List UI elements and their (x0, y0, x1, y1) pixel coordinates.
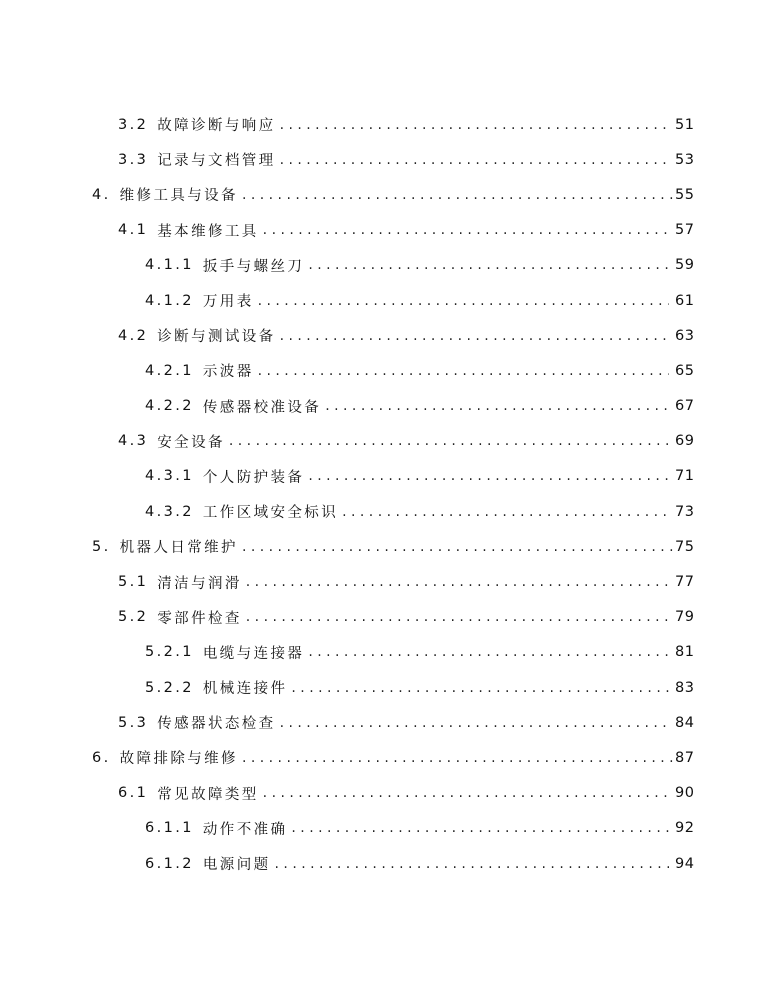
toc-entry[interactable] (0, 248, 765, 283)
toc-entry-number: 5. (92, 538, 111, 555)
toc-dot-leader (229, 433, 669, 449)
toc-entry-number: 5.2.1 (145, 644, 194, 661)
toc-entry[interactable] (0, 705, 765, 740)
toc-entry-title: 记录与文档管理 (157, 153, 276, 170)
toc-entry-page: 87 (675, 749, 695, 766)
toc-dot-leader (246, 609, 669, 625)
toc-entry-page: 57 (675, 222, 695, 239)
toc-entry-title: 常见故障类型 (157, 786, 259, 803)
toc-dot-leader (308, 257, 669, 273)
toc-entry[interactable] (0, 318, 765, 353)
toc-entry[interactable] (0, 283, 765, 318)
toc-entry-number: 5.1 (118, 574, 149, 591)
toc-entry-number: 3.3 (118, 151, 149, 168)
toc-entry[interactable] (0, 776, 765, 811)
toc-entry-page: 69 (675, 433, 695, 450)
toc-entry[interactable] (0, 213, 765, 248)
toc-dot-leader (242, 187, 673, 203)
toc-dot-leader (280, 715, 669, 731)
toc-entry-number: 6. (92, 749, 111, 766)
toc-entry-number: 4. (92, 186, 111, 203)
toc-dot-leader (325, 398, 669, 414)
toc-entry[interactable] (0, 107, 765, 142)
table-of-contents (0, 107, 765, 881)
toc-entry-title: 扳手与螺丝刀 (202, 258, 305, 275)
toc-entry-title: 电源问题 (202, 857, 271, 874)
toc-entry-page: 71 (675, 468, 695, 485)
toc-entry-title: 传感器状态检查 (157, 716, 276, 733)
toc-entry-number: 4.3 (118, 433, 149, 450)
toc-entry-page: 84 (675, 714, 695, 731)
toc-entry-title: 示波器 (202, 364, 254, 381)
toc-entry-page: 79 (675, 609, 695, 626)
toc-entry-number: 4.2.2 (145, 398, 194, 415)
toc-dot-leader (263, 785, 669, 801)
toc-entry[interactable] (0, 424, 765, 459)
toc-entry[interactable] (0, 811, 765, 846)
toc-entry-page: 92 (675, 820, 695, 837)
toc-entry[interactable] (0, 635, 765, 670)
toc-entry[interactable] (0, 740, 765, 775)
toc-entry[interactable] (0, 177, 765, 212)
toc-entry[interactable] (0, 529, 765, 564)
toc-dot-leader (308, 468, 669, 484)
toc-dot-leader (258, 293, 669, 309)
toc-entry-number: 4.3.2 (145, 503, 194, 520)
toc-entry[interactable] (0, 389, 765, 424)
toc-entry-page: 67 (675, 398, 695, 415)
toc-dot-leader (280, 117, 669, 133)
toc-entry[interactable] (0, 459, 765, 494)
toc-entry-title: 万用表 (202, 294, 254, 311)
toc-dot-leader (291, 820, 669, 836)
toc-entry-page: 77 (675, 574, 695, 591)
toc-dot-leader (242, 750, 673, 766)
toc-entry-page: 90 (675, 785, 695, 802)
toc-entry[interactable] (0, 564, 765, 599)
toc-dot-leader (280, 152, 669, 168)
toc-entry-title: 清洁与润滑 (157, 575, 242, 592)
toc-dot-leader (342, 504, 669, 520)
toc-dot-leader (275, 856, 669, 872)
toc-entry-number: 6.1.1 (145, 820, 194, 837)
toc-entry-page: 55 (675, 186, 695, 203)
toc-entry[interactable] (0, 353, 765, 388)
toc-dot-leader (242, 539, 673, 555)
toc-entry-number: 4.2 (118, 327, 149, 344)
toc-entry-title: 工作区域安全标识 (202, 505, 339, 522)
toc-entry-page: 81 (675, 644, 695, 661)
toc-entry-number: 4.1.1 (145, 257, 194, 274)
toc-entry-title: 个人防护装备 (202, 469, 305, 486)
toc-entry-title: 故障诊断与响应 (157, 118, 276, 135)
toc-entry-page: 65 (675, 362, 695, 379)
toc-entry-number: 4.1.2 (145, 292, 194, 309)
toc-entry-number: 4.1 (118, 222, 149, 239)
toc-entry-number: 5.2 (118, 609, 149, 626)
toc-entry-title: 基本维修工具 (157, 223, 259, 240)
toc-entry-title: 机器人日常维护 (119, 540, 238, 557)
toc-entry-page: 59 (675, 257, 695, 274)
toc-entry[interactable] (0, 600, 765, 635)
toc-dot-leader (291, 680, 669, 696)
toc-entry-number: 5.2.2 (145, 679, 194, 696)
toc-entry-title: 电缆与连接器 (202, 645, 305, 662)
toc-entry-number: 4.3.1 (145, 468, 194, 485)
toc-entry-title: 零部件检查 (157, 610, 242, 627)
toc-entry-number: 6.1.2 (145, 855, 194, 872)
toc-entry-number: 3.2 (118, 116, 149, 133)
toc-entry[interactable] (0, 494, 765, 529)
toc-entry-page: 73 (675, 503, 695, 520)
toc-dot-leader (308, 644, 669, 660)
toc-entry-page: 94 (675, 855, 695, 872)
toc-entry-number: 5.3 (118, 714, 149, 731)
toc-entry-page: 75 (675, 538, 695, 555)
toc-entry-title: 故障排除与维修 (119, 751, 238, 768)
toc-entry-title: 维修工具与设备 (119, 188, 238, 205)
toc-entry-number: 6.1 (118, 785, 149, 802)
toc-entry-number: 4.2.1 (145, 362, 194, 379)
toc-entry[interactable] (0, 142, 765, 177)
toc-dot-leader (258, 363, 669, 379)
toc-dot-leader (263, 222, 669, 238)
toc-dot-leader (280, 328, 669, 344)
toc-entry-title: 安全设备 (157, 434, 225, 451)
toc-entry-title: 机械连接件 (202, 681, 288, 698)
toc-entry-title: 传感器校准设备 (202, 399, 322, 416)
toc-entry-page: 63 (675, 327, 695, 344)
toc-dot-leader (246, 574, 669, 590)
toc-entry[interactable] (0, 670, 765, 705)
toc-entry-page: 51 (675, 116, 695, 133)
toc-entry-page: 53 (675, 151, 695, 168)
toc-entry-title: 诊断与测试设备 (157, 329, 276, 346)
toc-entry-page: 61 (675, 292, 695, 309)
toc-entry[interactable] (0, 846, 765, 881)
toc-entry-page: 83 (675, 679, 695, 696)
toc-entry-title: 动作不准确 (202, 821, 288, 838)
